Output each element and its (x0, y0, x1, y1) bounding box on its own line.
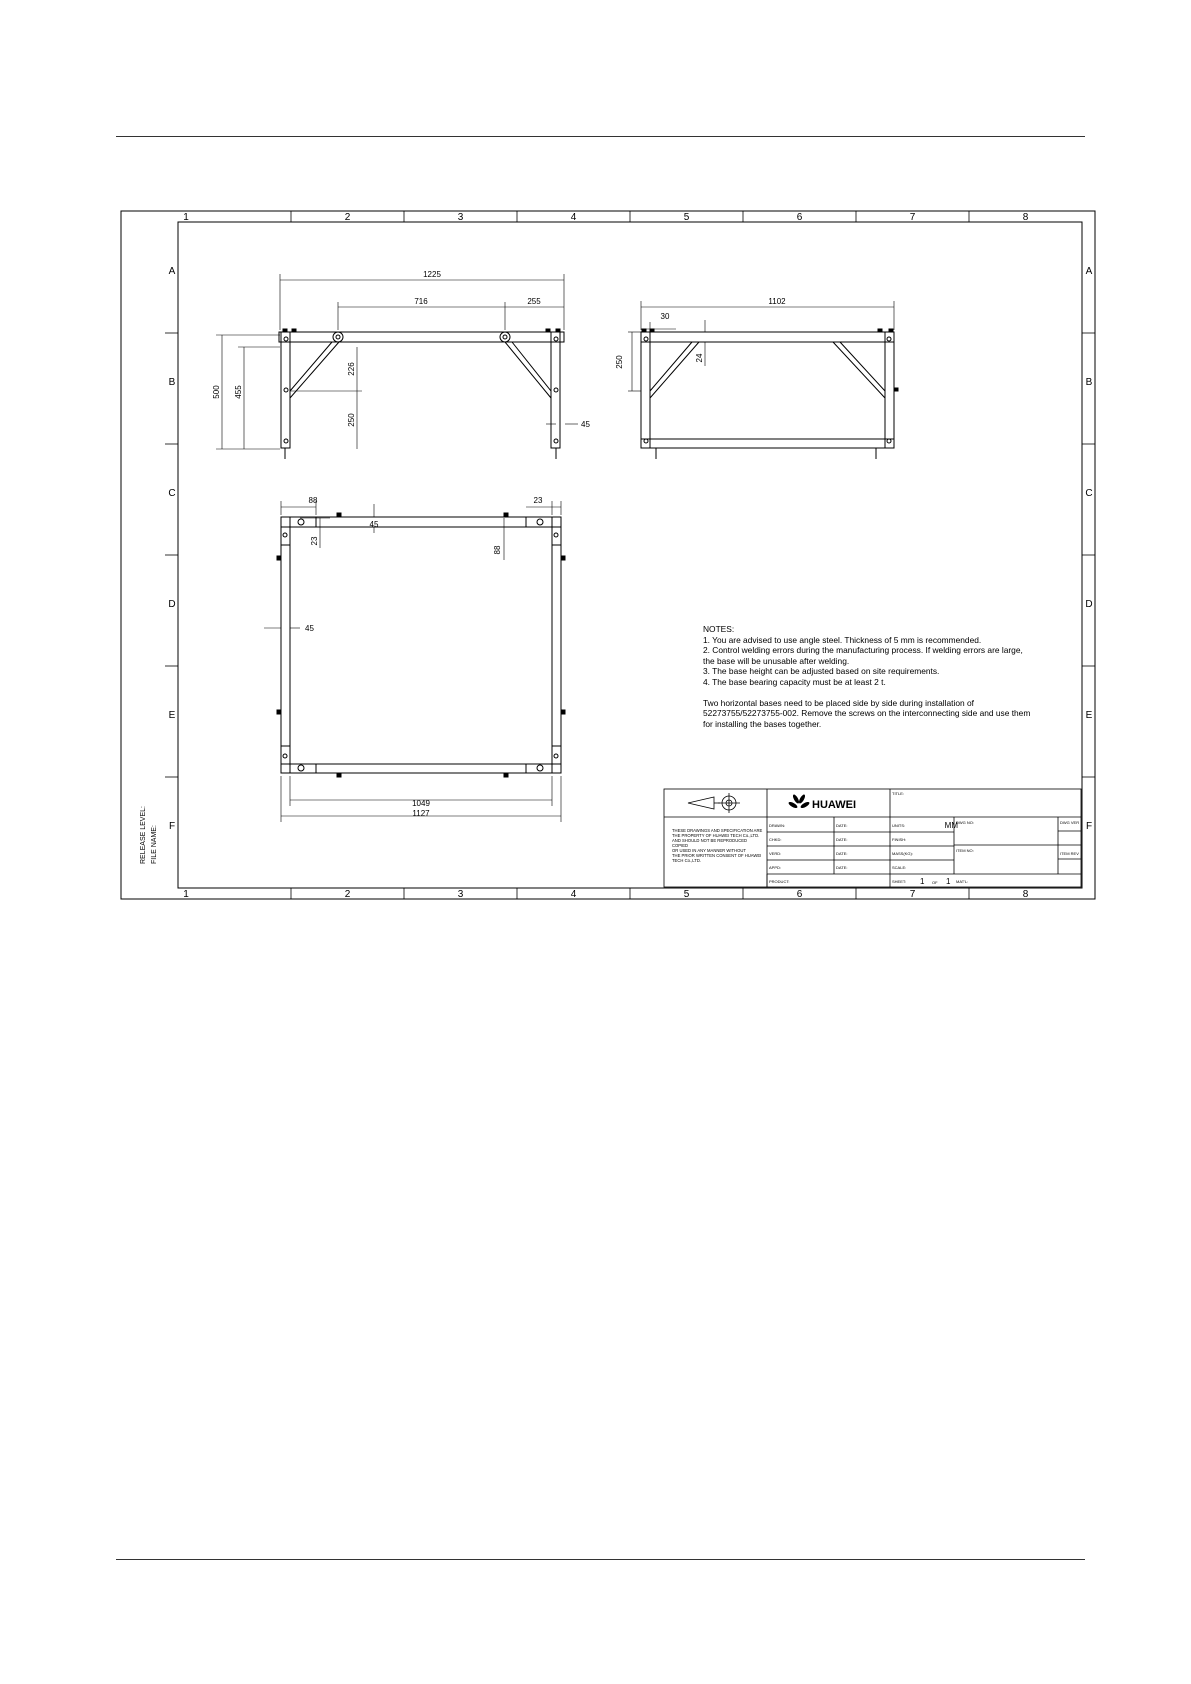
top-view (277, 513, 565, 777)
grid-row-label: E (1085, 710, 1093, 721)
grid-column-label: 6 (796, 889, 803, 900)
projection-symbol (688, 793, 740, 813)
grid-column-label: 3 (457, 212, 464, 223)
grid-labels (168, 212, 1092, 900)
date-label: DATE: (836, 837, 848, 842)
top-dimensions (264, 501, 561, 822)
mass-label: MASS(KG): (892, 851, 913, 856)
side-right-leg (885, 332, 894, 448)
top-inner-frame (290, 527, 552, 764)
grid-row-label: B (1085, 377, 1093, 388)
date-label: DATE: (836, 865, 848, 870)
side-left-leg (641, 332, 650, 448)
inner-frame (178, 222, 1082, 888)
side-view (641, 329, 898, 459)
note-item: 3. The base height can be adjusted based on site requirements. (703, 666, 940, 677)
grid-column-label: 7 (909, 889, 916, 900)
note-item: the base will be unusable after welding. (703, 655, 850, 666)
file-name-label: FILE NAME: (151, 825, 158, 864)
brand-name: HUAWEI (812, 799, 856, 811)
front-left-brace (290, 342, 332, 391)
bolt (333, 332, 343, 342)
scale-label: SCALE: (892, 865, 907, 870)
grid-row-label: F (1085, 821, 1093, 832)
notes-block (703, 624, 1031, 729)
grid-column-label: 4 (570, 889, 577, 900)
grid-column-label: 5 (683, 212, 690, 223)
dim-716: 716 (414, 297, 428, 306)
dim-1225: 1225 (423, 270, 441, 279)
grid-row-label: A (168, 266, 176, 277)
grid-column-label: 7 (909, 212, 916, 223)
dim-side-250: 250 (615, 355, 624, 369)
date-label: DATE: (836, 851, 848, 856)
drawn-label: DRAWN: (769, 823, 786, 828)
dim-top-45: 45 (369, 520, 379, 529)
grid-column-label: 2 (344, 212, 351, 223)
dim-23: 23 (533, 496, 543, 505)
property-notice: THESE DRAWINGS AND SPECIFICATION ARE THE PROPERTY OF HUAWEI TECH Co.,LTD. AND SHOULD NOT BE REPRODUCED COPIED OR USED IN ANY MANNER WITHOUT THE PRIOR WRITTEN CONSENT OF HUAWEI TECH Co.,LTD. (672, 828, 763, 863)
dim-top-23: 23 (310, 536, 319, 546)
date-label: DATE: (836, 823, 848, 828)
note-item: 2. Control welding errors during the manufacturing process. If welding errors are large, (703, 645, 1023, 656)
verd-label: VERD: (769, 851, 782, 856)
notes-heading: NOTES: (703, 624, 735, 634)
dwg-no-label: DWG NO: (956, 820, 974, 825)
title-label: TITLE: (892, 791, 905, 796)
outer-frame (121, 211, 1095, 899)
grid-column-label: 8 (1022, 212, 1029, 223)
grid-column-label: 4 (570, 212, 577, 223)
dim-45: 45 (581, 420, 590, 429)
grid-row-label: D (1085, 599, 1093, 610)
front-view (279, 329, 564, 459)
note-item: 4. The base bearing capacity must be at least 2 t. (703, 676, 886, 687)
grid-row-label: A (1085, 266, 1093, 277)
grid-row-label: C (1085, 488, 1093, 499)
grid-column-label: 8 (1022, 889, 1029, 900)
front-left-leg (281, 332, 290, 448)
side-top-beam (641, 332, 894, 342)
sheet-label: SHEET: (892, 879, 907, 884)
release-level-label: RELEASE LEVEL: (140, 806, 147, 864)
corner-plate (290, 517, 316, 527)
bolt (500, 332, 510, 342)
grid-column-label: 1 (183, 212, 189, 223)
item-rev-label: ITEM REV (1060, 851, 1079, 856)
grid-column-label: 6 (796, 212, 803, 223)
finish-label: FINISH: (892, 837, 907, 842)
note-extra: Two horizontal bases need to be placed side by side during installation of (703, 697, 974, 708)
dim-255: 255 (527, 297, 541, 306)
of-label: OF (932, 880, 938, 885)
dim-top-88: 88 (493, 545, 502, 555)
dim-30: 30 (660, 312, 670, 321)
matl-label: MAT'L: (956, 879, 969, 884)
top-outer-frame (281, 517, 561, 773)
dim-500: 500 (212, 385, 221, 399)
item-no-label: ITEM NO: (956, 848, 974, 853)
dim-88: 88 (308, 496, 318, 505)
sheet-value: 1 (920, 877, 925, 886)
grid-column-label: 3 (457, 889, 464, 900)
grid-row-label: D (168, 599, 176, 610)
huawei-logo (788, 794, 856, 811)
grid-row-label: C (168, 488, 176, 499)
front-right-leg (551, 332, 560, 448)
product-label: PRODUCT: (769, 879, 790, 884)
note-extra: 52273755/52273755-002. Remove the screws on the interconnecting side and use them (703, 708, 1031, 719)
grid-row-label: E (168, 710, 176, 721)
grid-row-label: B (168, 377, 176, 388)
dim-250: 250 (347, 413, 356, 427)
grid-row-label: F (168, 821, 176, 832)
appd-label: APPD: (769, 865, 782, 870)
side-bottom-beam (641, 439, 894, 448)
note-extra: for installing the bases together. (703, 718, 822, 729)
grid-column-label: 2 (344, 889, 351, 900)
dim-226: 226 (347, 362, 356, 376)
note-item: 1. You are advised to use angle steel. Thickness of 5 mm is recommended. (703, 634, 982, 645)
front-dimensions (216, 274, 578, 449)
dim-1127: 1127 (412, 809, 430, 818)
chkd-label: CHKD: (769, 837, 782, 842)
grid-column-label: 1 (183, 889, 189, 900)
dwg-ver-label: DWG VER (1060, 820, 1080, 825)
grid-column-label: 5 (683, 889, 690, 900)
grid-ticks (165, 211, 1095, 899)
units-value: MM (944, 821, 958, 830)
front-right-brace (512, 342, 551, 391)
dim-1102: 1102 (768, 297, 786, 306)
corner-plate (526, 517, 552, 527)
dim-24: 24 (695, 353, 704, 363)
units-label: UNITS: (892, 823, 906, 828)
dim-1049: 1049 (412, 799, 430, 808)
dim-left-45: 45 (305, 624, 314, 633)
dim-455: 455 (234, 385, 243, 399)
sheet-total: 1 (946, 877, 951, 886)
front-top-beam (279, 332, 564, 342)
